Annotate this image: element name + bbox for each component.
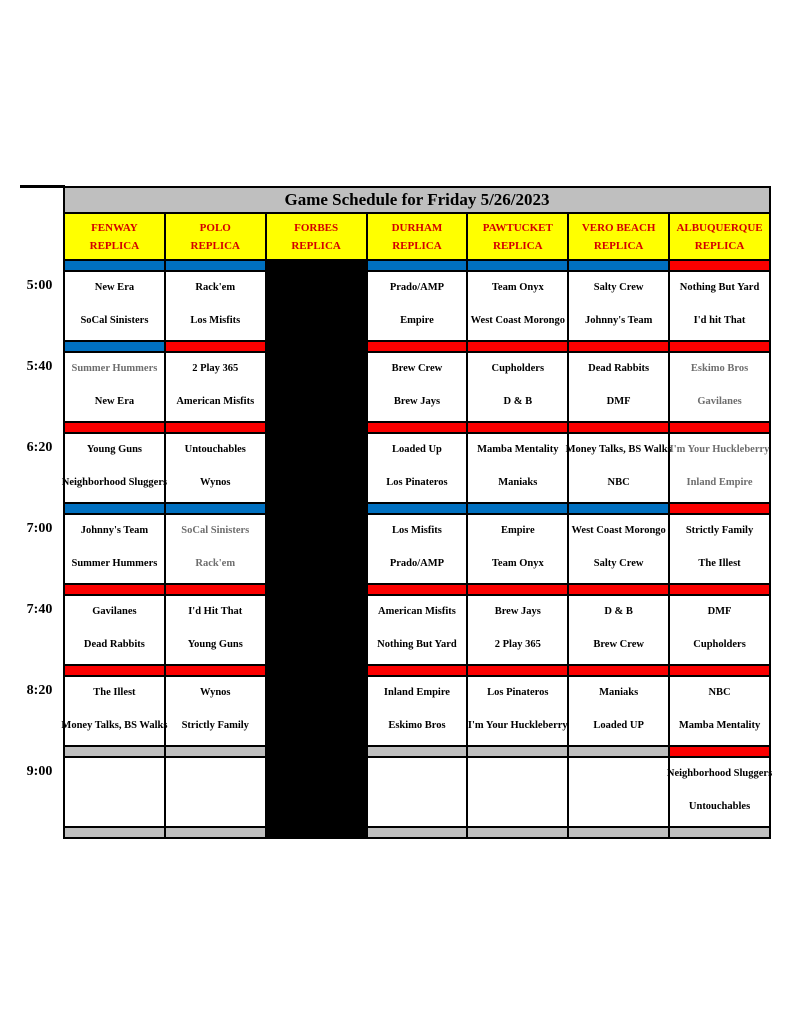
stripe-cell-red (669, 584, 770, 595)
game-row (64, 352, 770, 422)
stripe-cell-red (165, 422, 266, 433)
team-top: Gavilanes (92, 606, 137, 617)
stripe-row (64, 665, 770, 676)
game-cell (367, 433, 468, 503)
game-cell (467, 271, 568, 341)
matchup (166, 434, 265, 489)
team-top: Johnny's Team (80, 525, 149, 536)
team-bottom: West Coast Morongo (470, 315, 565, 326)
schedule-table (63, 186, 771, 839)
field-name: FORBES (294, 221, 339, 234)
team-bottom: The Illest (698, 558, 741, 569)
team-bottom: Johnny's Team (584, 315, 653, 326)
game-cell (61, 676, 168, 746)
team-bottom: Maniaks (498, 477, 538, 488)
team-top: Dead Rabbits (588, 363, 650, 374)
stripe-cell-red (568, 584, 669, 595)
matchup (569, 758, 668, 787)
team-bottom: DMF (606, 396, 631, 407)
game-cell (467, 595, 568, 665)
matchup (61, 434, 168, 489)
game-cell (568, 271, 669, 341)
stripe-cell-gray (669, 827, 770, 838)
team-top: Salty Crew (593, 282, 644, 293)
stripe-cell-gray (64, 746, 165, 757)
matchup (670, 434, 769, 489)
stripe-cell-gray (64, 827, 165, 838)
matchup (670, 596, 769, 651)
team-top: Money Talks, BS Walks (565, 444, 672, 455)
team-top: Team Onyx (491, 282, 544, 293)
team-top: Empire (500, 525, 535, 536)
game-cell (568, 514, 669, 584)
matchup (65, 353, 164, 408)
matchup (166, 677, 265, 732)
time-label: 9:00 (26, 764, 53, 779)
team-top: The Illest (93, 687, 136, 698)
stripe-cell-gray (165, 746, 266, 757)
team-top: 2 Play 365 (192, 363, 239, 374)
time-label: 7:40 (26, 602, 53, 617)
matchup (65, 515, 164, 570)
game-cell (669, 433, 770, 503)
field-header-polo (165, 213, 266, 260)
blackout-cell (266, 433, 367, 503)
field-type-label: REPLICA (493, 239, 543, 252)
game-cell (669, 271, 770, 341)
blackout-cell (266, 271, 367, 341)
game-cell (64, 271, 165, 341)
stripe-cell-gray (568, 827, 669, 838)
team-bottom: Prado/AMP (389, 558, 445, 569)
stripe-cell-red (165, 665, 266, 676)
game-cell (568, 352, 669, 422)
stripe-cell-blue (467, 503, 568, 514)
field-name: FENWAY (91, 221, 138, 234)
field-header-forbes (266, 213, 367, 260)
team-bottom: Nothing But Yard (377, 639, 457, 650)
team-top: Strictly Family (685, 525, 754, 536)
matchup (468, 758, 567, 787)
game-cell (367, 757, 468, 827)
stripe-cell-gray (568, 746, 669, 757)
title-row (64, 187, 770, 213)
team-bottom: SoCal Sinisters (80, 315, 149, 326)
stripe-cell-red (669, 422, 770, 433)
team-bottom: Cupholders (693, 639, 746, 650)
game-row (64, 433, 770, 503)
team-bottom: Brew Jays (393, 396, 441, 407)
field-type-label: REPLICA (291, 239, 341, 252)
matchup (569, 272, 668, 327)
matchup (468, 515, 567, 570)
field-type-label: REPLICA (694, 239, 745, 252)
team-bottom: Money Talks, BS Walks (61, 720, 168, 731)
field-name: POLO (199, 221, 231, 234)
stripe-cell-gray (467, 827, 568, 838)
team-bottom: Rack'em (195, 558, 236, 569)
matchup (61, 677, 168, 732)
team-bottom: Mamba Mentality (678, 720, 761, 731)
blackout-cell (266, 514, 367, 584)
game-row (64, 757, 770, 827)
matchup (569, 596, 668, 651)
field-type-label: REPLICA (89, 239, 140, 252)
matchup (368, 677, 467, 732)
team-bottom: New Era (94, 396, 135, 407)
team-top: Inland Empire (383, 687, 450, 698)
field-name: PAWTUCKET (482, 221, 553, 234)
stripe-row (64, 584, 770, 595)
time-label: 8:20 (26, 683, 53, 698)
stripe-cell-red (669, 746, 770, 757)
blackout-cell (266, 260, 367, 271)
blackout-cell (266, 665, 367, 676)
matchup (65, 596, 164, 651)
time-label: 5:00 (26, 278, 53, 293)
blackout-cell (266, 827, 367, 838)
stripe-cell-gray (165, 827, 266, 838)
game-cell (165, 595, 266, 665)
game-cell (669, 352, 770, 422)
team-top: Wynos (199, 687, 231, 698)
team-bottom: Strictly Family (181, 720, 249, 731)
team-bottom: Dead Rabbits (83, 639, 145, 650)
game-cell (568, 595, 669, 665)
team-bottom: Gavilanes (697, 396, 742, 407)
matchup (166, 272, 265, 327)
matchup (368, 353, 467, 408)
stripe-cell-red (467, 584, 568, 595)
field-header-row (64, 213, 770, 260)
team-bottom: Los Misfits (190, 315, 241, 326)
field-header-vero-beach (568, 213, 669, 260)
game-cell (64, 352, 165, 422)
team-top: Brew Jays (494, 606, 541, 617)
time-label: 7:00 (26, 521, 53, 536)
matchup (166, 515, 265, 570)
matchup (670, 677, 769, 732)
time-label: 6:20 (26, 440, 53, 455)
stripe-cell-red (467, 341, 568, 352)
matchup (368, 596, 467, 651)
matchup (166, 353, 265, 408)
game-cell (669, 514, 770, 584)
team-bottom: D & B (503, 396, 533, 407)
matchup (468, 272, 567, 327)
team-top: Cupholders (491, 363, 545, 374)
matchup (166, 596, 265, 651)
game-cell (367, 514, 468, 584)
stripe-cell-blue (367, 503, 468, 514)
matchup (468, 677, 567, 732)
game-cell (165, 271, 266, 341)
game-row (64, 676, 770, 746)
matchup (468, 434, 567, 489)
stripe-row (64, 341, 770, 352)
team-top: NBC (708, 687, 731, 698)
team-bottom: Young Guns (187, 639, 243, 650)
blackout-cell (266, 341, 367, 352)
team-bottom: I'm Your Huckleberry (467, 720, 568, 731)
team-bottom: I'd hit That (693, 315, 746, 326)
table-top-tick (20, 185, 65, 188)
team-top: SoCal Sinisters (181, 525, 250, 536)
team-top: Los Misfits (392, 525, 442, 536)
stripe-cell-blue (64, 503, 165, 514)
stripe-cell-blue (64, 260, 165, 271)
team-bottom: Loaded UP (593, 720, 644, 731)
stripe-cell-blue (165, 260, 266, 271)
stripe-cell-blue (568, 503, 669, 514)
stripe-cell-gray (367, 746, 468, 757)
stripe-cell-red (367, 665, 468, 676)
game-cell (568, 757, 669, 827)
team-top: Eskimo Bros (690, 363, 749, 374)
game-cell (367, 271, 468, 341)
team-bottom: American Misfits (176, 396, 255, 407)
game-cell (165, 757, 266, 827)
stripe-row (64, 260, 770, 271)
team-bottom: Team Onyx (491, 558, 544, 569)
game-row (64, 514, 770, 584)
stripe-cell-red (64, 584, 165, 595)
stripe-row (64, 827, 770, 838)
team-bottom: NBC (607, 477, 630, 488)
matchup (670, 353, 769, 408)
team-top: I'd Hit That (188, 606, 243, 617)
game-cell (565, 433, 672, 503)
stripe-cell-red (467, 422, 568, 433)
stripe-cell-red (568, 341, 669, 352)
stripe-cell-blue (467, 260, 568, 271)
game-cell (165, 433, 266, 503)
matchup (670, 515, 769, 570)
game-cell (61, 433, 168, 503)
stripe-cell-red (367, 422, 468, 433)
stripe-cell-blue (367, 260, 468, 271)
game-cell (467, 433, 568, 503)
team-bottom: Summer Hummers (71, 558, 158, 569)
team-bottom: Salty Crew (593, 558, 644, 569)
game-cell (467, 757, 568, 827)
stripe-cell-red (568, 422, 669, 433)
blackout-cell (266, 352, 367, 422)
stripe-cell-blue (568, 260, 669, 271)
team-top: Rack'em (195, 282, 236, 293)
stripe-row (64, 746, 770, 757)
team-top: Maniaks (599, 687, 639, 698)
field-header-albuquerque (669, 213, 770, 260)
team-top: Young Guns (86, 444, 142, 455)
team-top: West Coast Morongo (571, 525, 666, 536)
stripe-cell-red (64, 665, 165, 676)
stripe-cell-gray (467, 746, 568, 757)
field-name: VERO BEACH (581, 221, 656, 234)
game-cell (165, 352, 266, 422)
stripe-cell-red (669, 665, 770, 676)
matchup (368, 758, 467, 787)
team-top: Neighborhood Sluggers (666, 768, 773, 779)
blackout-cell (266, 584, 367, 595)
game-row (64, 271, 770, 341)
schedule-title: Game Schedule for Friday 5/26/2023 (64, 187, 770, 213)
stripe-cell-red (367, 584, 468, 595)
matchup (468, 596, 567, 651)
team-top: Loaded Up (392, 444, 442, 455)
stripe-cell-red (64, 422, 165, 433)
matchup (368, 434, 467, 489)
matchup (368, 515, 467, 570)
team-bottom: Wynos (199, 477, 231, 488)
team-bottom: Brew Crew (593, 639, 644, 650)
stripe-cell-red (165, 341, 266, 352)
game-cell (467, 514, 568, 584)
game-cell (467, 676, 568, 746)
team-top: Mamba Mentality (477, 444, 559, 455)
game-cell (64, 757, 165, 827)
team-bottom: Eskimo Bros (388, 720, 446, 731)
blackout-cell (266, 422, 367, 433)
team-top: Nothing But Yard (679, 282, 760, 293)
field-name: DURHAM (391, 221, 443, 234)
game-cell (669, 676, 770, 746)
field-type-label: REPLICA (392, 239, 442, 252)
field-type-label: REPLICA (190, 239, 241, 252)
stripe-cell-red (467, 665, 568, 676)
matchup (569, 515, 668, 570)
matchup (569, 353, 668, 408)
stripe-cell-gray (367, 827, 468, 838)
team-top: D & B (604, 606, 633, 617)
team-bottom: Inland Empire (686, 477, 753, 488)
team-top: New Era (94, 282, 135, 293)
team-top: Summer Hummers (71, 363, 158, 374)
field-name: ALBUQUERQUE (676, 221, 763, 234)
team-bottom: Empire (400, 315, 434, 326)
team-top: Los Pinateros (487, 687, 549, 698)
stripe-row (64, 503, 770, 514)
team-top: I'm Your Huckleberry (669, 444, 770, 455)
stripe-cell-red (669, 503, 770, 514)
schedule-body (61, 187, 773, 838)
field-type-label: REPLICA (593, 239, 644, 252)
team-top: American Misfits (378, 606, 456, 617)
game-cell (467, 352, 568, 422)
team-top: DMF (707, 606, 732, 617)
stripe-cell-red (669, 341, 770, 352)
field-header-pawtucket (467, 213, 568, 260)
stripe-cell-red (165, 584, 266, 595)
stripe-cell-red (669, 260, 770, 271)
blackout-cell (266, 757, 367, 827)
stripe-cell-red (367, 341, 468, 352)
stripe-cell-blue (165, 503, 266, 514)
game-cell (669, 595, 770, 665)
matchup (368, 272, 467, 327)
matchup (468, 353, 567, 408)
game-row (64, 595, 770, 665)
team-top: Untouchables (184, 444, 246, 455)
game-cell (568, 676, 669, 746)
matchup (166, 758, 265, 787)
team-bottom: Untouchables (688, 801, 751, 812)
matchup (65, 272, 164, 327)
matchup (65, 758, 164, 787)
field-header-durham (367, 213, 468, 260)
stripe-row (64, 422, 770, 433)
team-bottom: Los Pinateros (386, 477, 448, 488)
stripe-cell-blue (64, 341, 165, 352)
game-cell (64, 514, 165, 584)
game-cell (367, 352, 468, 422)
blackout-cell (266, 746, 367, 757)
team-bottom: 2 Play 365 (494, 639, 541, 650)
blackout-cell (266, 676, 367, 746)
stripe-cell-red (568, 665, 669, 676)
game-cell (165, 676, 266, 746)
matchup (565, 434, 672, 489)
game-cell (64, 595, 165, 665)
matchup (569, 677, 668, 732)
team-top: Prado/AMP (389, 282, 445, 293)
matchup (670, 272, 769, 327)
game-cell (666, 757, 773, 827)
field-header-fenway (64, 213, 165, 260)
blackout-cell (266, 503, 367, 514)
time-label: 5:40 (26, 359, 53, 374)
team-bottom: Neighborhood Sluggers (61, 477, 168, 488)
matchup (666, 758, 773, 813)
game-cell (165, 514, 266, 584)
blackout-cell (266, 595, 367, 665)
team-top: Brew Crew (391, 363, 443, 374)
game-cell (367, 595, 468, 665)
game-cell (367, 676, 468, 746)
